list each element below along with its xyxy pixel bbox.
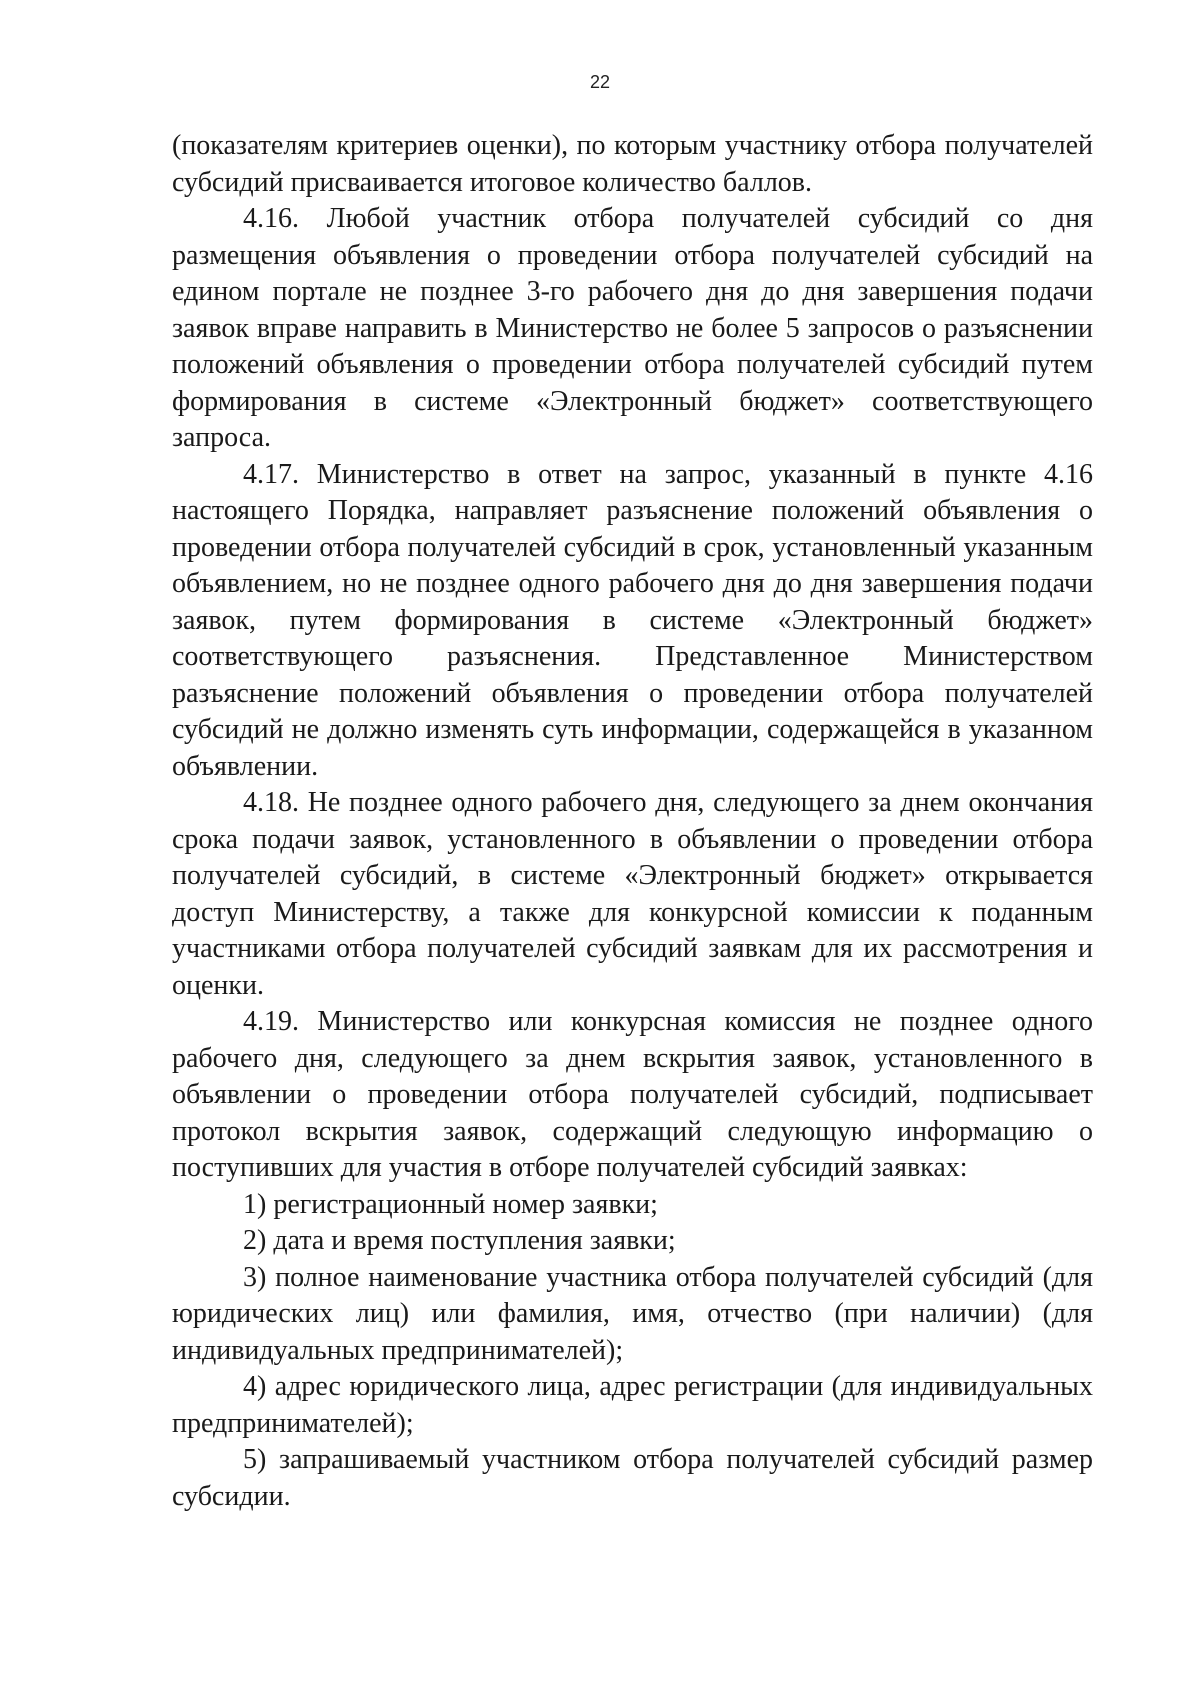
- list-item-2: 2) дата и время поступления заявки;: [243, 1225, 676, 1256]
- paragraph-clause-4-18: 4.18. Не позднее одного рабочего дня, следующего за днем окончания срока подачи заявок, установленного в объявлении о проведении отбора получателей субсидий, в системе «Электронный бюджет» открывается доступ Министерству, а также для конкурсной комиссии к поданным участниками отбора получателей субсидий заявкам для их рассмотрения и оценки.: [172, 787, 1093, 1001]
- list-item-4: 4) адрес юридического лица, адрес регистрации (для индивидуальных предпринимателей);: [172, 1371, 1093, 1439]
- list-item-5: 5) запрашиваемый участником отбора получателей субсидий размер субсидии.: [172, 1444, 1093, 1512]
- paragraph-clause-4-16: 4.16. Любой участник отбора получателей субсидий со дня размещения объявления о проведении отбора получателей субсидий на едином портале не позднее 3-го рабочего дня до дня завершения подачи заявок вправе направить в Министерство не более 5 запросов о разъяснении положений объявления о проведении отбора получателей субсидий путем формирования в системе «Электронный бюджет» соответствующего запроса.: [172, 203, 1093, 453]
- paragraph-clause-4-19: 4.19. Министерство или конкурсная комиссия не позднее одного рабочего дня, следующего за днем вскрытия заявок, установленного в объявлении о проведении отбора получателей субсидий, подписывает протокол вскрытия заявок, содержащий следующую информацию о поступивших для участия в отборе получателей субсидий заявках:: [172, 1006, 1093, 1183]
- list-item-3: 3) полное наименование участника отбора получателей субсидий (для юридических лиц) или фамилия, имя, отчество (при наличии) (для индивидуальных предпринимателей);: [172, 1261, 1093, 1366]
- document-body: [172, 128, 1093, 1515]
- paragraph-clause-4-17: 4.17. Министерство в ответ на запрос, указанный в пункте 4.16 настоящего Порядка, направляет разъяснение положений объявления о проведении отбора получателей субсидий в срок, установленный указанным объявлением, но не позднее одного рабочего дня до дня завершения подачи заявок, путем формирования в системе «Электронный бюджет» соответствующего разъяснения. Представленное Министерством разъяснение положений объявления о проведении отбора получателей субсидий не должно изменять суть информации, содержащейся в указанном объявлении.: [172, 458, 1093, 782]
- page-number: 22: [589, 72, 611, 92]
- list-item-1: 1) регистрационный номер заявки;: [243, 1188, 658, 1220]
- paragraph-continuation: (показателям критериев оценки), по которым участнику отбора получателей субсидий присваивается итоговое количество баллов.: [172, 130, 1093, 198]
